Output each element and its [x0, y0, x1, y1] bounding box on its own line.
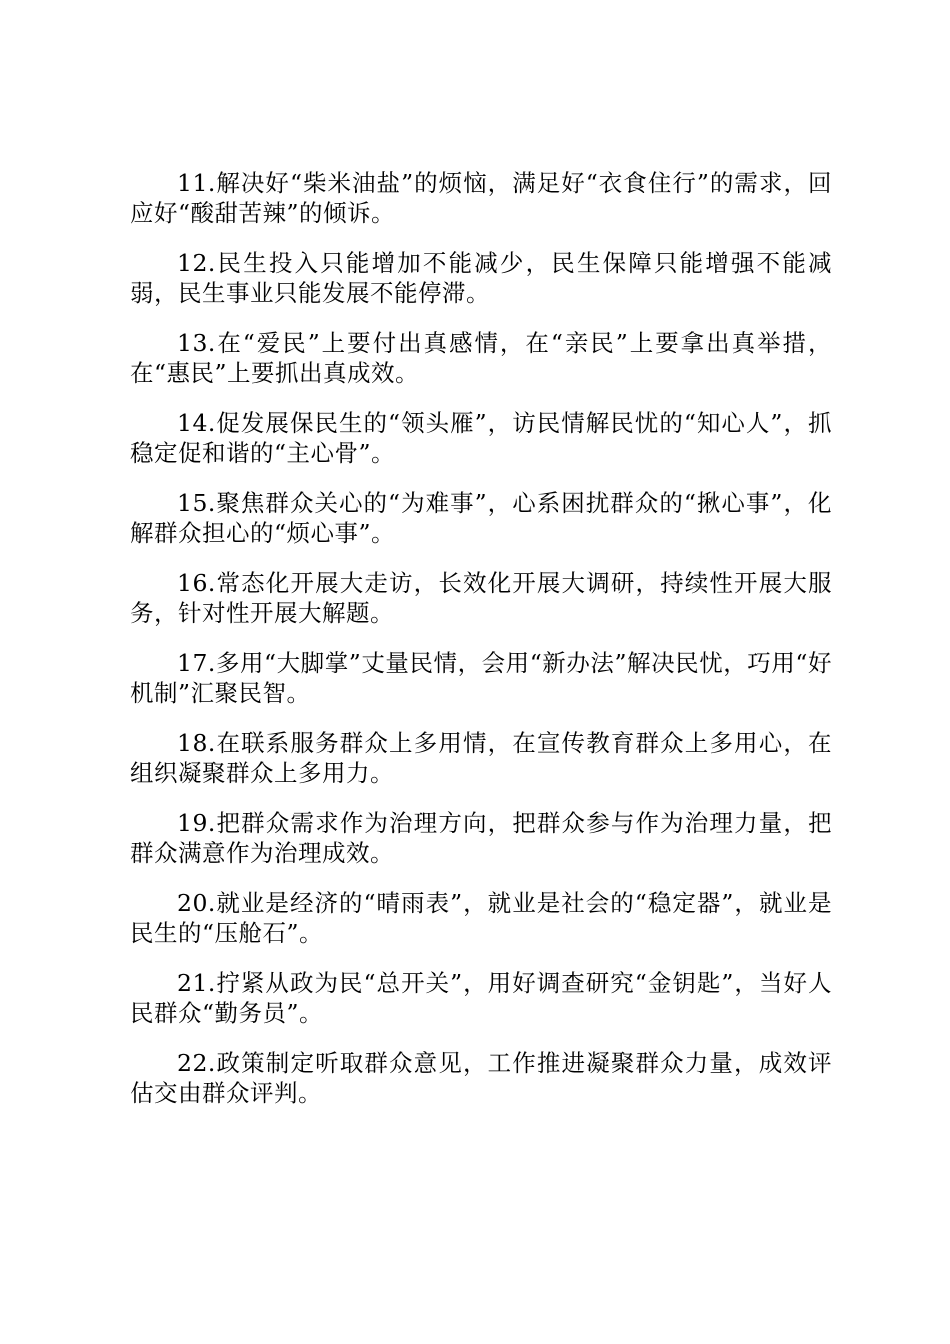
paragraph-20: 20.就业是经济的“晴雨表”，就业是社会的“稳定器”，就业是民生的“压舱石”。: [130, 889, 832, 947]
paragraph-15: 15.聚焦群众关心的“为难事”，心系困扰群众的“揪心事”，化解群众担心的“烦心事”。: [130, 489, 832, 547]
paragraph-13: 13.在“爱民”上要付出真感情，在“亲民”上要拿出真举措，在“惠民”上要抓出真成效。: [130, 329, 832, 387]
paragraph-17: 17.多用“大脚掌”丈量民情，会用“新办法”解决民忧，巧用“好机制”汇聚民智。: [130, 649, 832, 707]
paragraph-16: 16.常态化开展大走访，长效化开展大调研，持续性开展大服务，针对性开展大解题。: [130, 569, 832, 627]
paragraph-19: 19.把群众需求作为治理方向，把群众参与作为治理力量，把群众满意作为治理成效。: [130, 809, 832, 867]
paragraph-18: 18.在联系服务群众上多用情，在宣传教育群众上多用心，在组织凝聚群众上多用力。: [130, 729, 832, 787]
paragraph-22: 22.政策制定听取群众意见，工作推进凝聚群众力量，成效评估交由群众评判。: [130, 1049, 832, 1107]
paragraph-11: 11.解决好“柴米油盐”的烦恼，满足好“衣食住行”的需求，回应好“酸甜苦辣”的倾诉。: [130, 169, 832, 227]
document-page: [130, 168, 832, 1128]
paragraph-12: 12.民生投入只能增加不能减少，民生保障只能增强不能减弱，民生事业只能发展不能停滞。: [130, 249, 832, 307]
paragraph-14: 14.促发展保民生的“领头雁”，访民情解民忧的“知心人”，抓稳定促和谐的“主心骨”。: [130, 409, 832, 467]
paragraph-21: 21.拧紧从政为民“总开关”，用好调查研究“金钥匙”，当好人民群众“勤务员”。: [130, 969, 832, 1027]
